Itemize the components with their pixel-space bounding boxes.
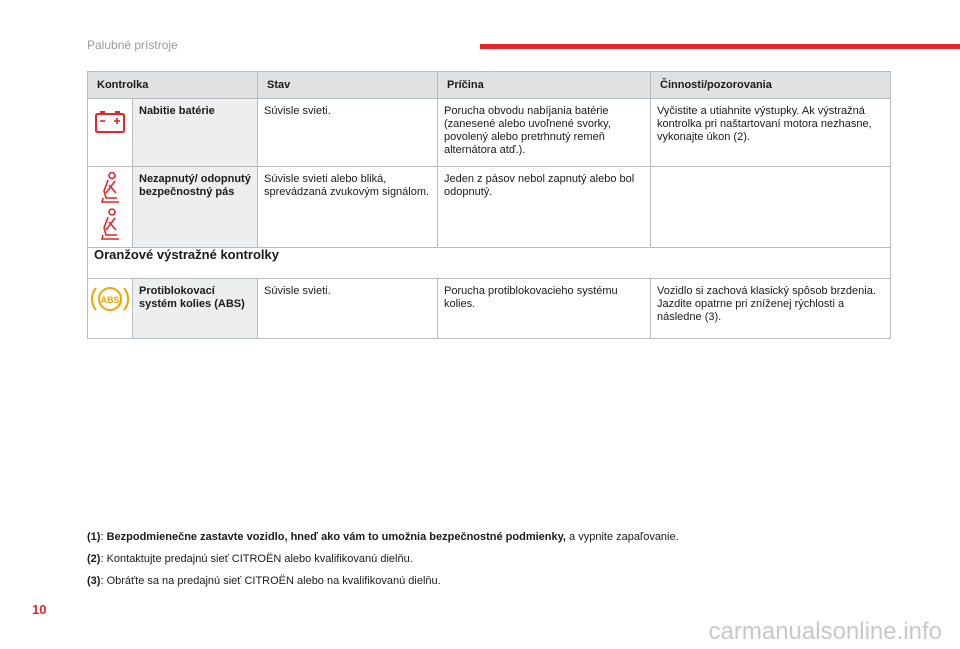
footnote-text: : Obráťte sa na predajnú sieť CITROËN alebo na kvalifikovanú dielňu. [100,575,441,587]
warning-cinnosti: Vozidlo si zachová klasický spôsob brzdenia. Jazdite opatrne pri zníženej rýchlosti a následne (3). [651,279,891,339]
footnote-emphasis: Bezpodmienečne zastavte vozidlo, hneď ako vám to umožnia bezpečnostné podmienky, [106,531,566,543]
icon-cell [88,167,133,248]
warning-cinnosti [651,167,891,248]
footnotes [87,531,679,597]
svg-text:ABS: ABS [100,295,120,305]
warning-stav: Súvisle svieti. [258,99,438,167]
icon-cell [88,279,133,339]
page-section-title: Palubné prístroje [87,38,178,52]
battery-charge-icon [93,108,127,134]
abs-icon [90,282,130,316]
watermark: carmanualsonline.info [708,618,942,645]
table-row [88,99,891,167]
icon-cell [88,99,133,167]
warning-pricina: Porucha obvodu nabíjania batérie (zanesené alebo uvoľnené svorky, povolený alebo pretrhnutý remeň alternátora atď.). [438,99,651,167]
warning-pricina: Porucha protiblokovacieho systému kolies. [438,279,651,339]
warning-pricina: Jeden z pásov nebol zapnutý alebo bol odopnutý. [438,167,651,248]
section-row [88,248,891,279]
footnote-text: : Kontaktujte predajnú sieť CITROËN alebo kvalifikovanú dielňu. [100,553,413,565]
footnote-3 [87,575,679,588]
column-header-kontrolka: Kontrolka [88,72,258,99]
footnote-ref: (3) [87,575,101,587]
table-row [88,279,891,339]
footnote-2 [87,553,679,566]
seatbelt-icon [95,171,125,243]
warning-stav: Súvisle svieti. [258,279,438,339]
column-header-cinnosti: Činnosti/pozorovania [651,72,891,99]
warning-cinnosti: Vyčistite a utiahnite výstupky. Ak výstražná kontrolka pri naštartovaní motora nezhasne, vykonajte úkon (2). [651,99,891,167]
table-row [88,167,891,248]
section-title: Oranžové výstražné kontrolky [88,248,891,279]
page-number: 10 [32,602,47,617]
footnote-ref: (1) [87,531,101,543]
footnote-ref: (2) [87,553,101,565]
warning-stav: Súvisle svieti alebo bliká, sprevádzaná zvukovým signálom. [258,167,438,248]
warning-name: Nabitie batérie [133,99,258,167]
column-header-pricina: Príčina [438,72,651,99]
footnote-text: a vypnite zapaľovanie. [566,531,679,543]
header-accent-bar [480,44,960,49]
footnote-1: (1): Bezpodmienečne zastavte vozidlo, hneď ako vám to umožnia bezpečnostné podmienky, a vypnite zapaľovanie. [87,531,679,543]
column-header-stav: Stav [258,72,438,99]
warning-name: Protiblokovací systém kolies (ABS) [133,279,258,339]
table-header-row [88,72,891,99]
warning-lights-table [87,71,891,339]
warning-name: Nezapnutý/ odopnutý bezpečnostný pás [133,167,258,248]
